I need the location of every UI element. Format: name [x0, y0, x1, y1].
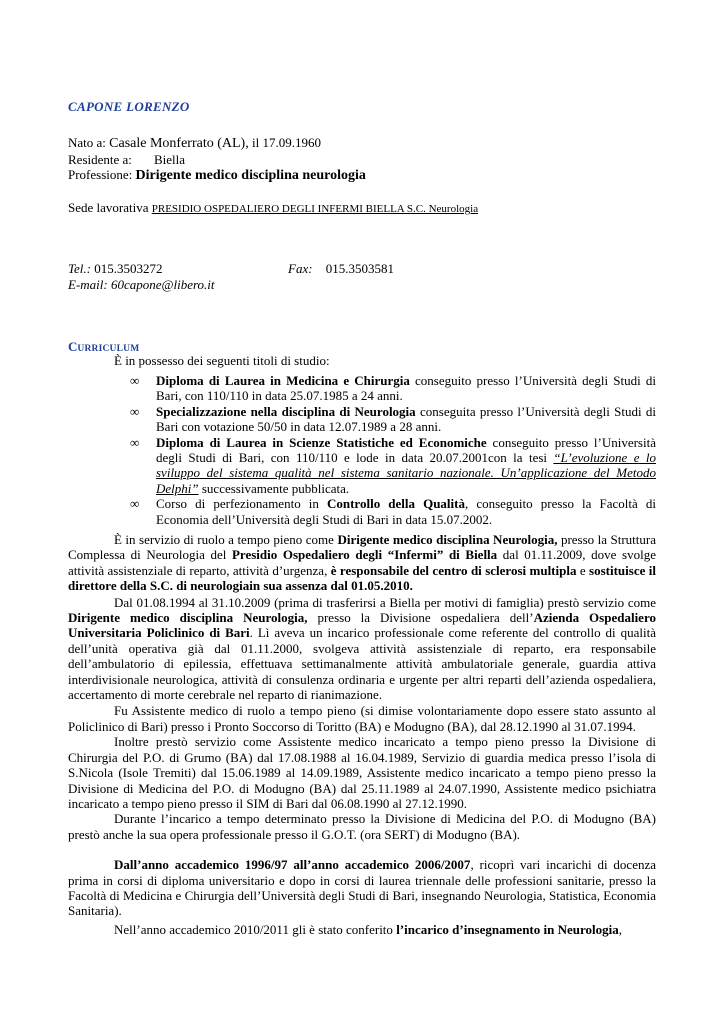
email-label: E-mail: [68, 277, 108, 292]
workplace-line [68, 200, 478, 217]
list-item [130, 373, 656, 404]
list-item [130, 435, 656, 497]
thesis-title: “L’evoluzione e lo sviluppo del sistema qualità nel sistema sanitario nazionale. Un’applicazione del Metodo Delphi” [156, 450, 657, 496]
curriculum-intro: È in possesso dei seguenti titoli di studio: [114, 353, 330, 368]
email-line [68, 277, 215, 292]
person-name: CAPONE LORENZO [68, 99, 190, 114]
curriculum-heading-initial: C [68, 339, 78, 354]
birth-place: Casale Monferrato (AL), [109, 136, 249, 151]
fax-label: Fax: [288, 261, 313, 276]
bullet-icon: ∞ [130, 434, 140, 450]
degree-text: conseguito presso l’Università degli Studi di Bari, con 110/110 e lode in data 20.07.2001con la tesi [156, 434, 656, 466]
course-title: Controllo della Qualità [326, 496, 465, 512]
fax-line [288, 261, 394, 276]
workplace-value: PRESIDIO OSPEDALIERO DEGLI INFERMI BIELLA S.C. Neurologia [151, 203, 479, 215]
birth-label: Nato a: [68, 135, 106, 150]
degree-text: conseguita presso l’Università degli Studi di Bari con votazione 50/50 in data 12.07.1989 a 28 anni. [156, 403, 657, 435]
fax-value: 015.3503581 [325, 261, 395, 276]
birth-date: il 17.09.1960 [251, 135, 321, 150]
residence-label: Residente a: [68, 152, 132, 167]
degree-list [130, 373, 656, 527]
profession-line [68, 167, 366, 183]
birth-line [68, 135, 321, 151]
curriculum-heading-rest: URRICULUM [77, 344, 140, 354]
course-text: , conseguito presso la Facoltà di Economia dell’Università degli Studi di Bari in data 15.07.2002. [156, 496, 656, 527]
degree-title: Diploma di Laurea in Scienze Statistiche ed Economiche [156, 434, 487, 450]
bullet-icon: ∞ [130, 373, 140, 388]
paragraph-assistant: Fu Assistente medico di ruolo a tempo pieno (si dimise volontariamente dopo essere stato assunto al Policlinico di Bari) presso i Pronto Soccorso di Toritto (BA) e Modugno (BA), dal 28.12.1990 al 31.07.1994. [68, 703, 656, 734]
list-item [130, 404, 656, 435]
paragraph-teaching: Dall’anno accademico 1996/97 all’anno accademico 2006/2007, ricoprì vari incarichi di docenza prima in corsi di diploma universitario e dopo in corsi di laurea triennale delle professioni sanitarie, presso la Facoltà di Medicina e Chirurgia dell’Università degli Studi di Bari, insegnando Neurologia, Statistica, Economia Sanitaria). [68, 857, 657, 919]
tel-value: 015.3503272 [94, 261, 163, 276]
residence-value: Biella [154, 152, 186, 167]
tel-label: Tel.: [68, 261, 91, 276]
degree-text-after: successivamente pubblicata. [198, 480, 350, 496]
paragraph-teaching-2010: Nell’anno accademico 2010/2011 gli è stato conferito l’incarico d’insegnamento in Neurologia, [114, 921, 622, 937]
body-text [68, 532, 656, 937]
paragraph-other-services: Inoltre prestò servizio come Assistente medico incaricato a tempo pieno presso la Divisione di Chirurgia del P.O. di Grumo (BA) dal 17.08.1988 al 16.04.1989, Servizio di guardia medica presso l’isola di S.Nicola (Isole Tremiti) dal 15.06.1989 al 14.09.1989, Assistente medico incaricato a tempo pieno presso la Divisione di Medicina del P.O. di Modugno (BA) dal 25.11.1989 al 24.07.1990, Assistente medico psichiatra incaricato a tempo pieno presso il SIM di Bari dal 06.08.1990 al 27.12.1990. [68, 734, 656, 811]
paragraph-current-role: È in servizio di ruolo a tempo pieno come Dirigente medico disciplina Neurologia, presso la Struttura Complessa di Neurologia del Presidio Ospedaliero degli “Infermi” di Biella dal 01.11.2009, dove svolge attività assistenziale di reparto, attività d’urgenza, è responsabile del centro di sclerosi multipla e sostituisce il direttore della S.C. di neurologiain sua assenza dal 01.05.2010. [68, 532, 657, 594]
paragraph-previous-role: Dal 01.08.1994 al 31.10.2009 (prima di trasferirsi a Biella per motivi di famiglia) prestò servizio come Dirigente medico disciplina Neurologia, presso la Divisione ospedaliera dell’Azienda Ospedaliero Universitaria Policlinico di Bari. Lì aveva un incarico professionale come referente del controllo di qualità dell’unità operativa già dal 01.11.2000, svolgeva attività assistenziale di reparto, era responsabile dell’ambulatorio di epilessia, effettuava settimanalmente attività ambulatoriale generale, guardia attiva interdivisionale neurologica, attività di consulenza ordinaria e urgente per altri reparti dell’azienda ospedaliera, accertamento di morte cerebrale nel reparto di rianimazione. [68, 594, 656, 703]
email-value: 60capone@libero.it [110, 277, 215, 292]
degree-title: Specializzazione nella disciplina di Neurologia [156, 403, 416, 419]
profession-value: Dirigente medico disciplina neurologia [135, 168, 366, 183]
course-prefix: Corso di perfezionamento in [156, 496, 327, 512]
tel-line [68, 261, 163, 276]
residence-line [68, 152, 268, 167]
profession-label: Professione: [68, 167, 133, 182]
degree-text: conseguito presso l’Università degli Studi di Bari, con 110/110 in data 25.07.1985 a 24 anni. [156, 373, 656, 404]
paragraph-got: Durante l’incarico a tempo determinato presso la Divisione di Medicina del P.O. di Modugno (BA) prestò anche la sua opera professionale presso il G.O.T. (ora SERT) di Modugno (BA). [68, 811, 656, 842]
workplace-label: Sede lavorativa [68, 200, 149, 215]
bullet-icon: ∞ [130, 403, 140, 419]
list-item [130, 496, 656, 527]
bullet-icon: ∞ [130, 496, 140, 512]
degree-title: Diploma di Laurea in Medicina e Chirurgia [156, 373, 410, 388]
